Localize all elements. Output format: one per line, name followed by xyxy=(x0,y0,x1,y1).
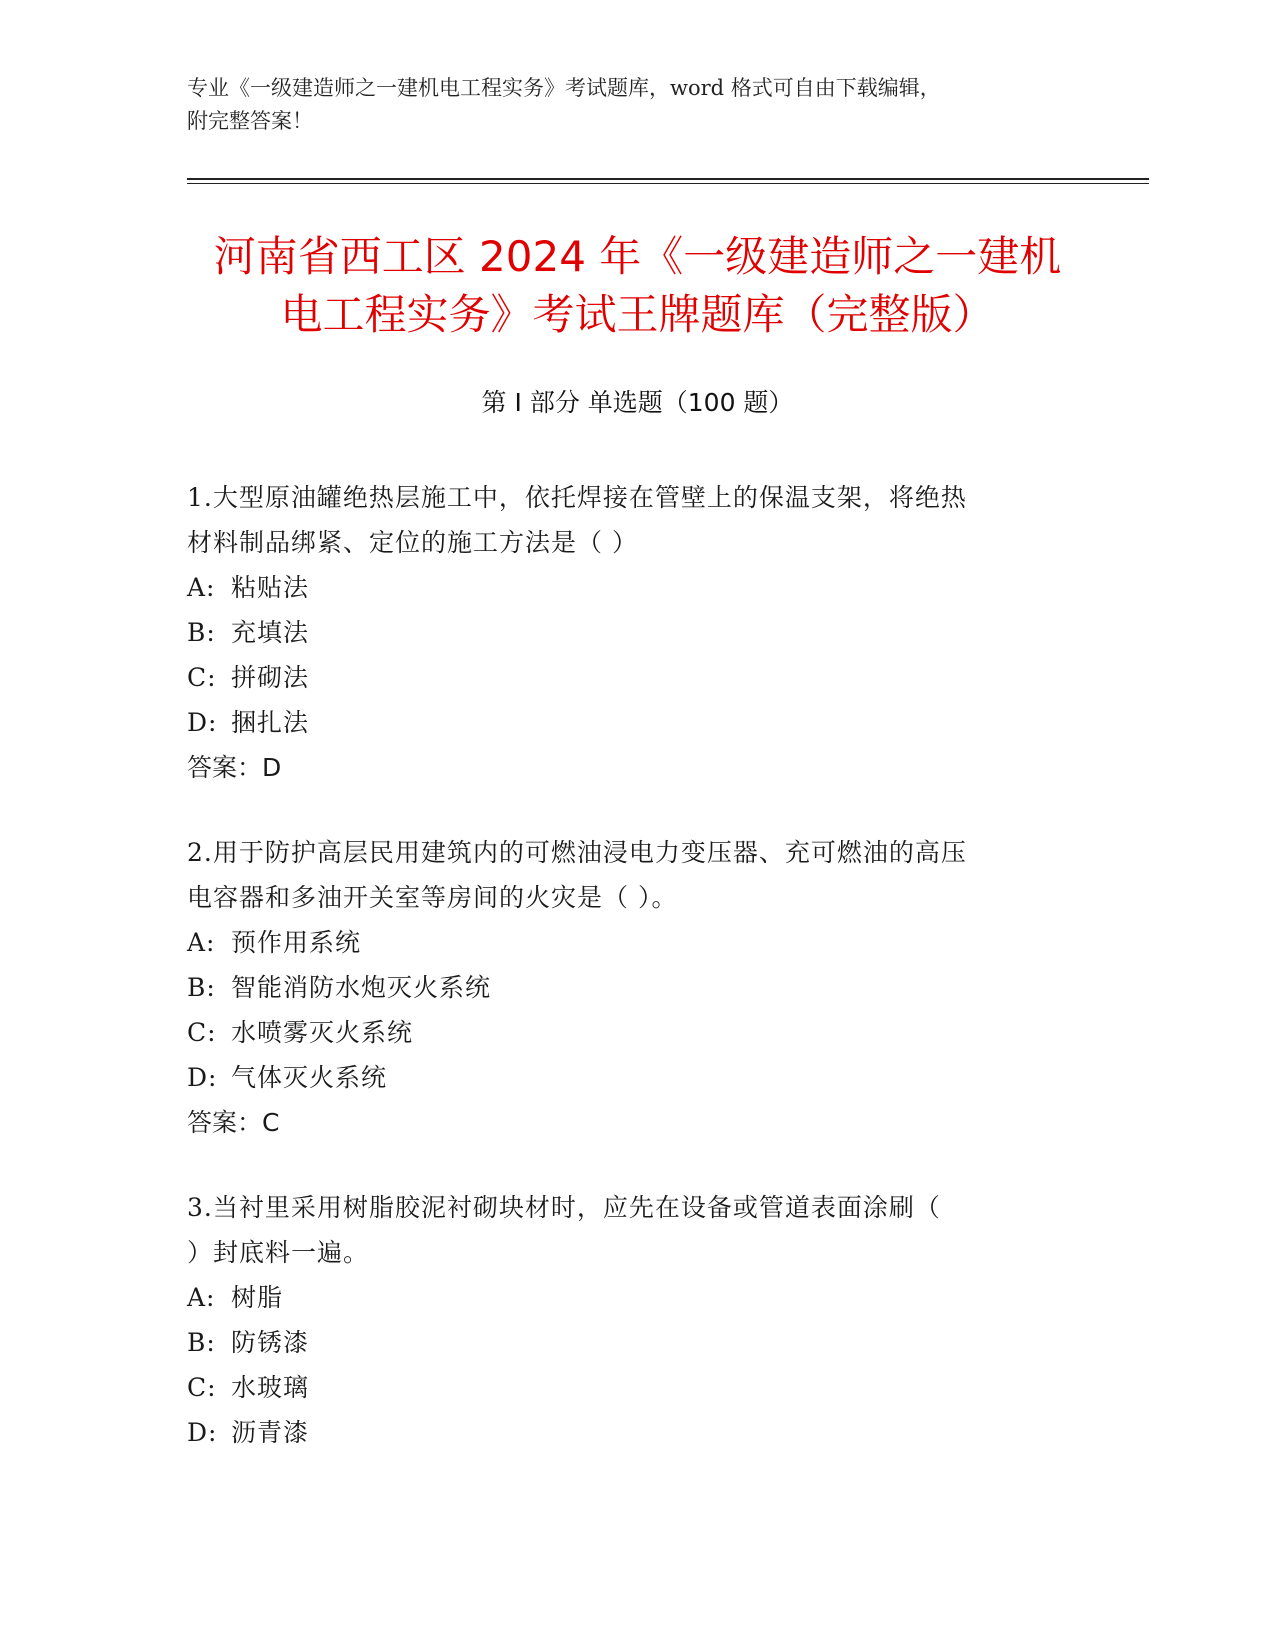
option-letter: A: xyxy=(187,1283,216,1312)
question-3 xyxy=(187,1185,1067,1455)
option-c xyxy=(187,1365,1067,1410)
question-list xyxy=(187,475,1067,1495)
document-title-line-1: 河南省西工区 2024 年《一级建造师之一建机 xyxy=(213,232,1062,281)
option-d xyxy=(187,700,1067,745)
option-text: 捆扎法 xyxy=(231,708,310,737)
header-note-line-1: 专业《一级建造师之一建机电工程实务》考试题库，word 格式可自由下载编辑， xyxy=(187,76,941,100)
option-text: 沥青漆 xyxy=(231,1418,310,1447)
question-stem-line-2: 电容器和多油开关室等房间的火灾是（ ）。 xyxy=(187,883,678,912)
option-text: 水喷雾灭火系统 xyxy=(231,1018,414,1047)
answer-line: 答案：C xyxy=(187,1108,280,1137)
option-text: 树脂 xyxy=(231,1283,284,1312)
option-letter: C: xyxy=(187,1018,217,1047)
header-note xyxy=(187,72,1067,138)
option-letter: B: xyxy=(187,973,216,1002)
question-stem-line-1: 3.当衬里采用树脂胶泥衬砌块材时，应先在设备或管道表面涂刷（ xyxy=(187,1193,941,1222)
question-stem-line-2: 材料制品绑紧、定位的施工方法是（ ） xyxy=(187,528,638,557)
option-letter: D: xyxy=(187,1418,218,1447)
option-letter: C: xyxy=(187,1373,217,1402)
option-d xyxy=(187,1055,1067,1100)
option-b xyxy=(187,965,1067,1010)
document-title xyxy=(150,228,1125,344)
question-1 xyxy=(187,475,1067,790)
option-letter: C: xyxy=(187,663,217,692)
option-text: 防锈漆 xyxy=(231,1328,310,1357)
option-letter: B: xyxy=(187,1328,216,1357)
option-text: 气体灭火系统 xyxy=(231,1063,388,1092)
option-c xyxy=(187,655,1067,700)
question-stem-line-2: ）封底料一遍。 xyxy=(187,1238,370,1267)
option-a xyxy=(187,565,1067,610)
option-letter: D: xyxy=(187,708,218,737)
option-text: 拼砌法 xyxy=(231,663,310,692)
option-letter: A: xyxy=(187,573,216,602)
option-a xyxy=(187,1275,1067,1320)
option-letter: D: xyxy=(187,1063,218,1092)
option-text: 预作用系统 xyxy=(231,928,362,957)
option-b xyxy=(187,610,1067,655)
question-2 xyxy=(187,830,1067,1145)
option-text: 充填法 xyxy=(231,618,310,647)
option-b xyxy=(187,1320,1067,1365)
option-letter: A: xyxy=(187,928,216,957)
header-note-line-2: 附完整答案！ xyxy=(187,109,313,133)
header-rule-thin xyxy=(187,183,1149,184)
option-text: 粘贴法 xyxy=(231,573,310,602)
option-a xyxy=(187,920,1067,965)
option-d xyxy=(187,1410,1067,1455)
answer-line: 答案：D xyxy=(187,753,282,782)
option-c xyxy=(187,1010,1067,1055)
question-stem-line-1: 1.大型原油罐绝热层施工中，依托焊接在管壁上的保温支架，将绝热 xyxy=(187,483,967,512)
header-rule-thick xyxy=(187,178,1149,180)
option-text: 水玻璃 xyxy=(231,1373,310,1402)
document-title-line-2: 电工程实务》考试王牌题库（完整版） xyxy=(280,290,995,339)
question-stem-line-1: 2.用于防护高层民用建筑内的可燃油浸电力变压器、充可燃油的高压 xyxy=(187,838,967,867)
option-text: 智能消防水炮灭火系统 xyxy=(231,973,492,1002)
option-letter: B: xyxy=(187,618,216,647)
section-heading: 第 I 部分 单选题（100 题） xyxy=(481,388,794,417)
